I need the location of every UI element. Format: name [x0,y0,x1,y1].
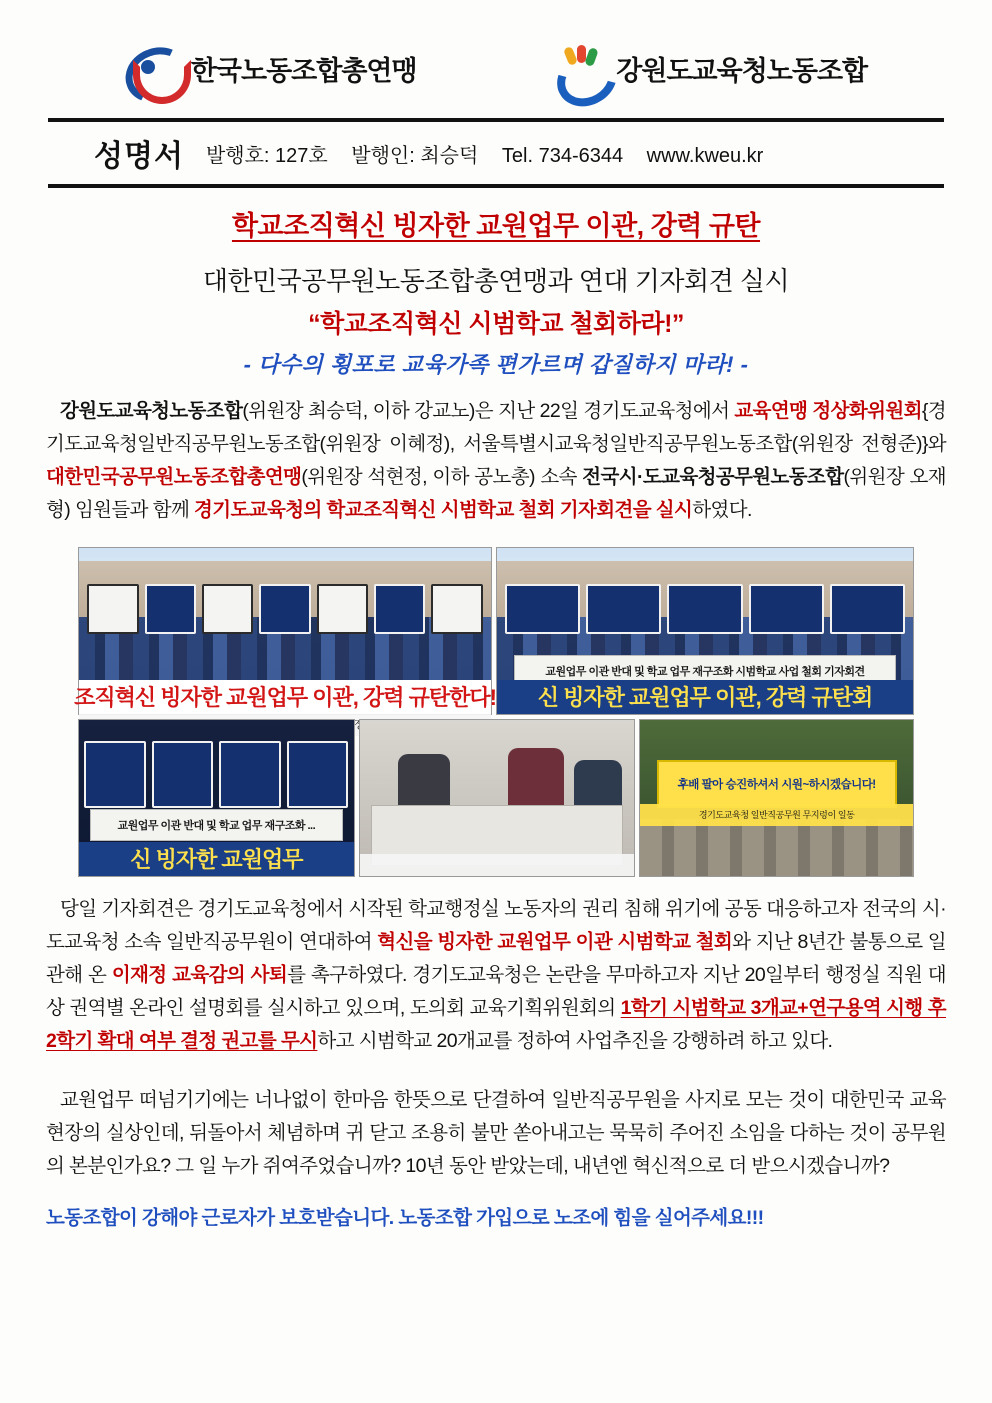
p1-bold-a: 전국시·도교육청공무원노동조합 [582,466,844,488]
subheadline-2: “학교조직혁신 시범학교 철회하라!” [308,310,684,338]
kweu-logo-label: 강원도교육청노동조합 [616,55,868,86]
photo-gallery [74,547,914,877]
telephone: Tel. 734-6344 [501,144,624,167]
publisher-name: 발행인: 최승덕 [351,144,479,167]
p1-highlight-a: 교육연맹 정상화위원회 [734,400,922,422]
photo5-banner-text: 후배 팔아 승진하셔서 시원~하시겠습니다! [657,760,897,808]
kweu-logo-icon [554,45,606,91]
kftu-logo [125,46,417,90]
p2-highlight-b: 이재정 교육감의 사퇴 [111,963,288,986]
main-headline: 학교조직혁신 빙자한 교원업무 이관, 강력 규탄 [231,211,761,241]
p1-highlight-c: 경기도교육청의 학교조직혁신 시범학교 철회 기자회견을 실시 [194,499,693,521]
photo5-caption: 경기도교육청 일반직공무원 무지렁이 일동 [640,804,913,826]
document-type-title: 성명서 [94,140,184,173]
p2-text-b: 와 지난 8년간 불통으로 일관해 온 [46,930,946,986]
protest-placards-closeup-photo [78,719,355,877]
website-url[interactable]: www.kweu.kr [646,144,764,167]
issue-number: 발행호: 127호 [205,144,328,167]
p2-text-a: 당일 기자회견은 경기도교육청에서 시작된 학교행정실 노동자의 권리 침해 위기에 공동 대응하고자 전국의 시·도교육청 소속 일반직공무원이 연대하여 [46,897,946,953]
p2-text-c: 를 촉구하였다. 경기도교육청은 논란을 무마하고자 지난 20일부터 행정실 직원 대상 권역별 온라인 설명회를 실시하고 있으며, 도의회 교육기획위원회의 [46,963,946,1019]
paragraph-2 [46,893,946,1058]
p1-highlight-b: 대한민국공무원노동조합총연맹 [46,466,302,488]
kftu-logo-icon [125,46,181,90]
logo-header [46,22,946,114]
p1-text-c: (위원장 석현정, 이하 공노총) 소속 [301,466,583,488]
subheadline-3: - 다수의 횡포로 교육가족 편가르며 갑질하지 마라! - [243,352,749,377]
p2-text-d: 하고 시범학교 20개교를 정하여 사업추진을 강행하려 하고 있다. [317,1029,833,1052]
document-content [46,22,946,1378]
paragraph-3: 교원업무 떠넘기기에는 너나없이 한마음 한뜻으로 단결하여 일반직공무원을 사지로 모는 것이 대한민국 교육현장의 실상인데, 뒤돌아서 체념하며 귀 닫고 조용히 불만 쏟아내고는 묵묵히 주어진 소임을 다하는 것이 공무원의 본분인가요? 그 일 누가 쥐여주었습니까? 10년 동안 받았는데, 내년엔 혁신적으로 더 받으시겠습니까? [46,1088,946,1177]
kweu-logo [554,45,867,91]
kftu-logo-label: 한국노동조합총연맹 [190,55,417,86]
subheadline-1: 대한민국공무원노동조합총연맹과 연대 기자회견 실시 [202,266,790,296]
press-conference-wide-shot-photo [496,547,914,715]
p1-org-name: 강원도교육청노동조합 [60,400,243,422]
photo3-banner-text: 교원업무 이관 반대 및 학교 업무 재구조화 ... [90,809,343,841]
p1-text-e: 하였다. [692,499,752,521]
masthead [46,122,946,184]
yellow-protest-banner-photo [639,719,914,877]
p2-highlight-a: 혁신을 빙자한 교원업무 이관 시범학교 철회 [377,930,733,953]
p2-highlight-c: 1학기 시범학교 3개교+연구용역 시행 후 2학기 확대 여부 결정 권고를 무시 [46,996,946,1052]
photo2-banner-text: 교원업무 이관 반대 및 학교 업무 재구조화 시범학교 사업 철회 기자회견 [514,655,897,687]
photo1-banner-text: 조직혁신 빙자한 교원업무 이관, 강력 규탄한다! [79,680,491,714]
masthead-meta [206,139,781,168]
p1-text-d: (위원장 오재형) 임원들과 함께 [46,466,946,521]
photo-row-1 [74,547,914,715]
photo3-big-text: 신 빙자한 교원업무 [79,842,354,876]
p1-text-a: (위원장 최승덕, 이하 강교노)은 지난 22일 경기도교육청에서 [242,400,735,422]
photo4-caption [360,854,635,876]
paragraph-1 [46,395,946,527]
photo2-big-text: 신 빙자한 교원업무 이관, 강력 규탄회 [497,680,913,714]
closing-statement: 노동조합이 강해야 근로자가 보호받습니다. 노동조합 가입으로 노조에 힘을 실어주세요!!! [46,1207,764,1229]
masthead-bottom-rule [48,184,944,188]
photo-row-2 [78,719,914,877]
press-conference-front-row-photo [74,547,496,715]
p1-text-b: {경기도교육청일반직공무원노동조합(위원장 이혜정), 서울특별시교육청일반직공무원노동조합(위원장 전형준)}와 [46,400,946,455]
meeting-table-indoor-photo [359,719,636,877]
